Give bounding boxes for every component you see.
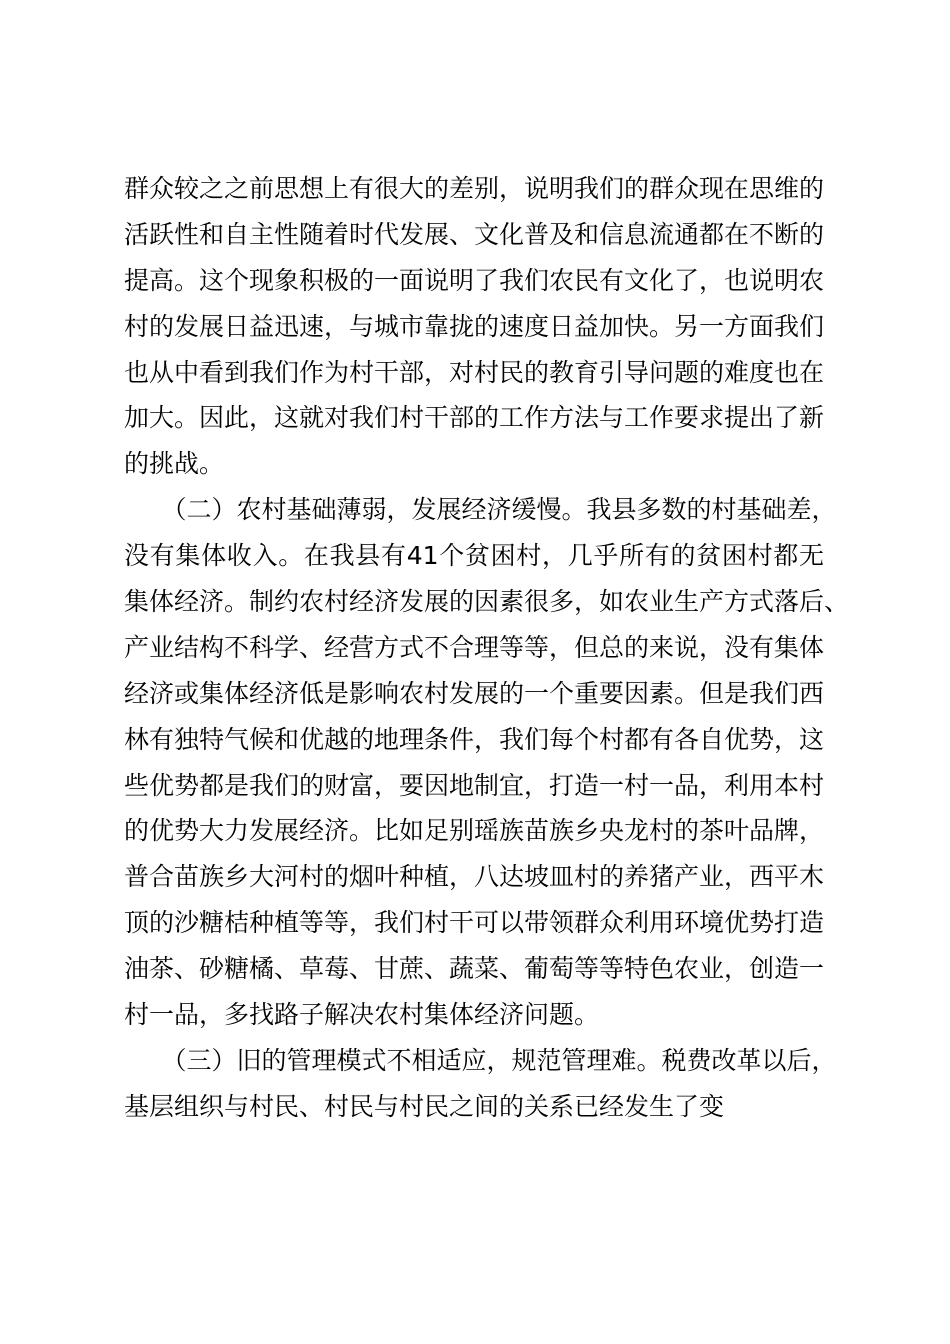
text-line: 林有独特气候和优越的地理条件，我们每个村都有各自优势，这	[124, 724, 825, 754]
text-line: 也从中看到我们作为村干部，对村民的教育引导问题的难度也在	[124, 357, 825, 387]
text-line: 的优势大力发展经济。比如足别瑶族苗族乡央龙村的茶叶品牌，	[124, 816, 825, 846]
text-line: 经济或集体经济低是影响农村发展的一个重要因素。但是我们西	[124, 678, 825, 708]
text-line: 群众较之之前思想上有很大的差别，说明我们的群众现在思维的	[124, 174, 825, 203]
text-line: 些优势都是我们的财富，要因地制宜，打造一村一品，利用本村	[124, 770, 825, 800]
document-body	[124, 166, 850, 1130]
text-line: 提高。这个现象积极的一面说明了我们农民有文化了，也说明农	[124, 265, 825, 295]
text-line: 村的发展日益迅速，与城市靠拢的速度日益加快。另一方面我们	[124, 311, 825, 341]
text-line: 集体经济。制约农村经济发展的因素很多，如农业生产方式落后、	[124, 587, 850, 617]
text-line: 村一品，多找路子解决农村集体经济问题。	[124, 1000, 600, 1030]
text-line: 的挑战。	[124, 449, 225, 479]
text-line: 油茶、砂糖橘、草莓、甘蔗、蔬菜、葡萄等等特色农业，创造一	[124, 954, 825, 984]
text-line: 没有集体收入。在我县有41个贫困村，几乎所有的贫困村都无	[124, 541, 824, 571]
text-line: 基层组织与村民、村民与村民之间的关系已经发生了变	[124, 1091, 725, 1121]
text-line: 活跃性和自主性随着时代发展、文化普及和信息流通都在不断的	[124, 219, 825, 249]
text-line: （二）农村基础薄弱，发展经济缓慢。我县多数的村基础差，	[124, 495, 837, 525]
text-line: 产业结构不科学、经营方式不合理等等，但总的来说，没有集体	[124, 632, 825, 662]
text-line: （三）旧的管理模式不相适应，规范管理难。税费改革以后，	[124, 1045, 837, 1075]
text-line: 普合苗族乡大河村的烟叶种植，八达坡皿村的养猪产业，西平木	[124, 862, 825, 892]
text-line: 顶的沙糖桔种植等等，我们村干可以带领群众利用环境优势打造	[124, 908, 825, 938]
text-line: 加大。因此，这就对我们村干部的工作方法与工作要求提出了新	[124, 403, 825, 433]
